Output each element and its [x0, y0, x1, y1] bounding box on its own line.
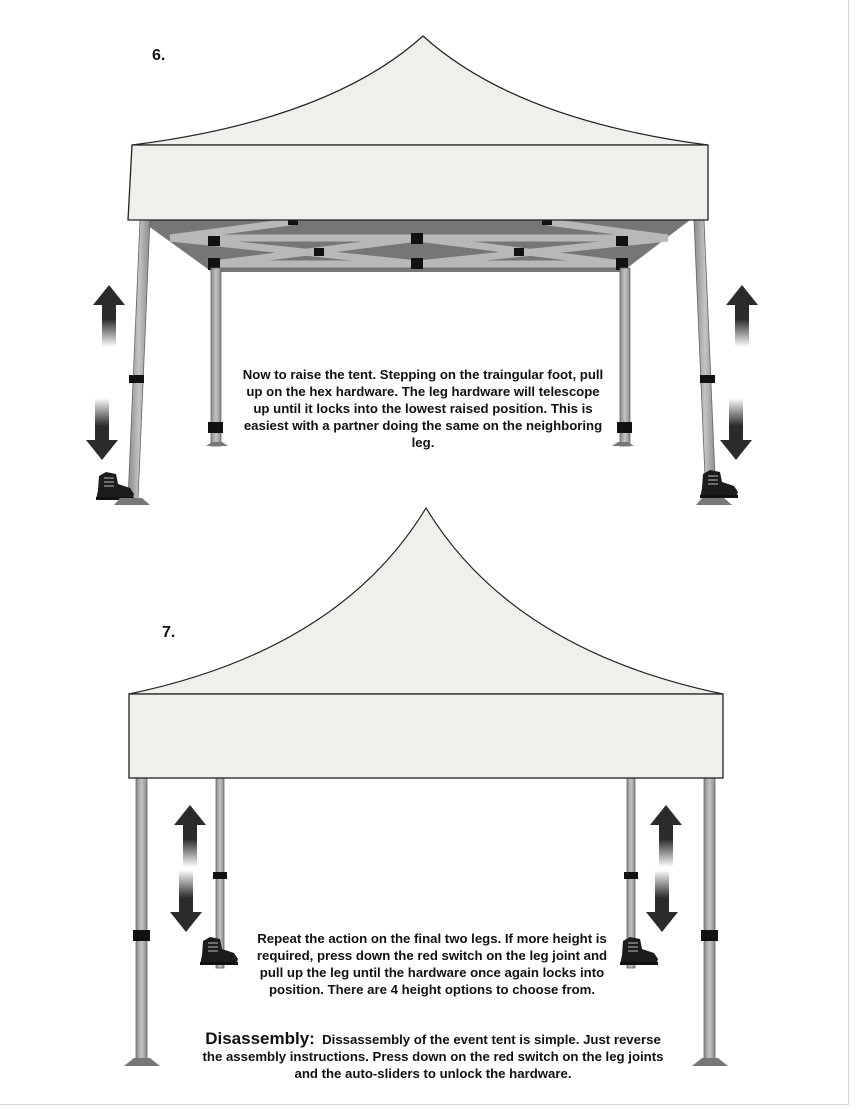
disassembly-text: Dissassembly of the event tent is simple. Just reverse the assembly instructions. Press down on the red switch on the leg joints and the auto-sliders to unlock the hardware. [202, 1032, 664, 1081]
disassembly-title: Disassembly: [205, 1029, 315, 1048]
step-number-6: 6. [152, 47, 166, 64]
step-6-instructions: Now to raise the tent. Stepping on the traingular foot, pull up on the hex hardware. The leg hardware will telescope up until it locks into the lowest raised position. This is easiest with a partner doing the same on the neighboring leg. [242, 367, 604, 450]
step-number-7: 7. [162, 624, 176, 641]
disassembly-section [198, 1030, 668, 1082]
step-7-instructions: Repeat the action on the final two legs. If more height is required, press down the red switch on the leg joint and pull up the leg until the hardware once again locks into position. There are 4 height options to choose from. [256, 931, 608, 997]
